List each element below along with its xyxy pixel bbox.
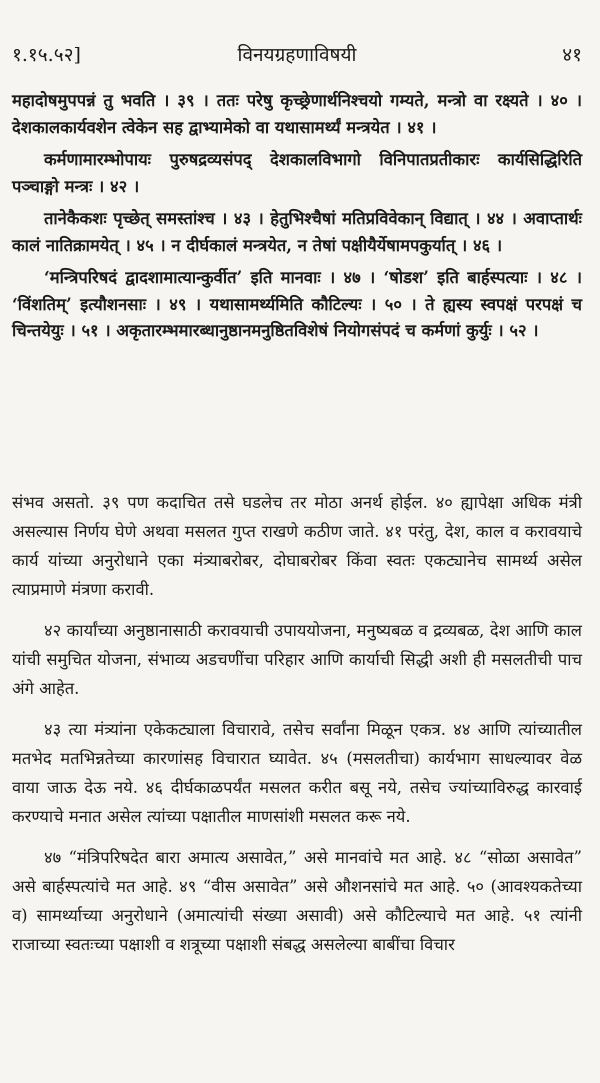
page-number: ४१: [562, 44, 582, 66]
marathi-paragraph: ४७ “मंत्रिपरिषदेत बारा अमात्य असावेत,” असे मानवांचे मत आहे. ४८ “सोळा असावेत” असे बार्हस्पत्यांचे मत आहे. ४९ “वीस असावेत” असे औशनसांचे मत आहे. ५० (आवश्यकतेच्या व) सामर्थ्याच्या अनुरोधाने (अमात्यांची संख्या असावी) असे कौटिल्याचे मत आहे. ५१ त्यांनी राजाच्या स्वतःच्या पक्षाशी व शत्रूच्या पक्षाशी संबद्ध असलेल्या बाबींचा विचार: [12, 848, 582, 954]
running-title: विनयग्रहणाविषयी: [237, 44, 357, 66]
page-header: [12, 38, 582, 72]
sanskrit-paragraph: महादोषमुपपन्नं तु भवति । ३९ । ततः परेषु कृच्छ्रेणार्थनिश्चयो गम्यते, मन्त्रो वा रक्ष्यते । ४० । देशकालकार्यवशेन त्वेकेन सह द्वाभ्यामेको वा यथासामर्थ्यं मन्त्रयेत । ४१ ।: [12, 91, 582, 137]
marathi-paragraph: ४३ त्या मंत्र्यांना एकेकट्याला विचारावे, तसेच सर्वांना मिळून एकत्र. ४४ आणि त्यांच्यातील मतभेद मतभिन्नतेच्या कारणांसह विचारात घ्यावेत. ४५ (मसलतीचा) कार्यभाग साधल्यावर वेळ वाया जाऊ देऊ नये. ४६ दीर्घकाळपर्यंत मसलत करीत बसू नये, तसेच ज्यांच्याविरुद्ध कारवाई करण्याचे मनात असेल त्यांच्या पक्षातील माणसांशी मसलत करू नये.: [12, 720, 582, 826]
marathi-translation-block: [12, 488, 582, 971]
verse-range: १.१५.५२]: [12, 44, 81, 66]
sanskrit-text-block: [12, 88, 582, 351]
marathi-paragraph: संभव असतो. ३९ पण कदाचित तसे घडलेच तर मोठा अनर्थ होईल. ४० ह्यापेक्षा अधिक मंत्री असल्यास निर्णय घेणे अथवा मसलत गुप्त राखणे कठीण जाते. ४१ परंतु, देश, काल व करावयाचे कार्य यांच्या अनुरोधाने एका मंत्र्याबरोबर, दोघाबरोबर किंवा स्वतः एकट्यानेच सामर्थ्य असेल त्याप्रमाणे मंत्रणा करावी.: [12, 493, 582, 599]
sanskrit-paragraph: कर्मणामारम्भोपायः पुरुषद्रव्यसंपद् देशकालविभागो विनिपातप्रतीकारः कार्यसिद्धिरिति पञ्चाङ्गो मन्त्रः । ४२ ।: [12, 150, 582, 196]
marathi-paragraph: ४२ कार्यांच्या अनुष्ठानासाठी करावयाची उपाययोजना, मनुष्यबळ व द्रव्यबळ, देश आणि काल यांची समुचित योजना, संभाव्य अडचणींचा परिहार आणि कार्याची सिद्धी अशी ही मसलतीची पाच अंगे आहेत.: [12, 621, 582, 698]
sanskrit-paragraph: ‘मन्त्रिपरिषदं द्वादशामात्यान्कुर्वीत’ इति मानवाः । ४७ । ‘षोडश’ इति बार्हस्पत्याः । ४८ । ‘विंशतिम्’ इत्यौशनसाः । ४९ । यथासामर्थ्यमिति कौटिल्यः । ५० । ते ह्यस्य स्वपक्षं परपक्षं च चिन्तयेयुः । ५१ । अकृतारम्भमारब्धानुष्ठानमनुष्ठितविशेषं नियोगसंपदं च कर्मणां कुर्युः । ५२ ।: [12, 268, 582, 340]
sanskrit-paragraph: तानेकैकशः पृच्छेत् समस्तांश्च । ४३ । हेतुभिश्चैषां मतिप्रविवेकान् विद्यात् । ४४ । अवाप्तार्थः कालं नातिक्रामयेत् । ४५ । न दीर्घकालं मन्त्रयेत, न तेषां पक्षीयैर्येषामपकुर्यात् । ४६ ।: [12, 209, 582, 255]
